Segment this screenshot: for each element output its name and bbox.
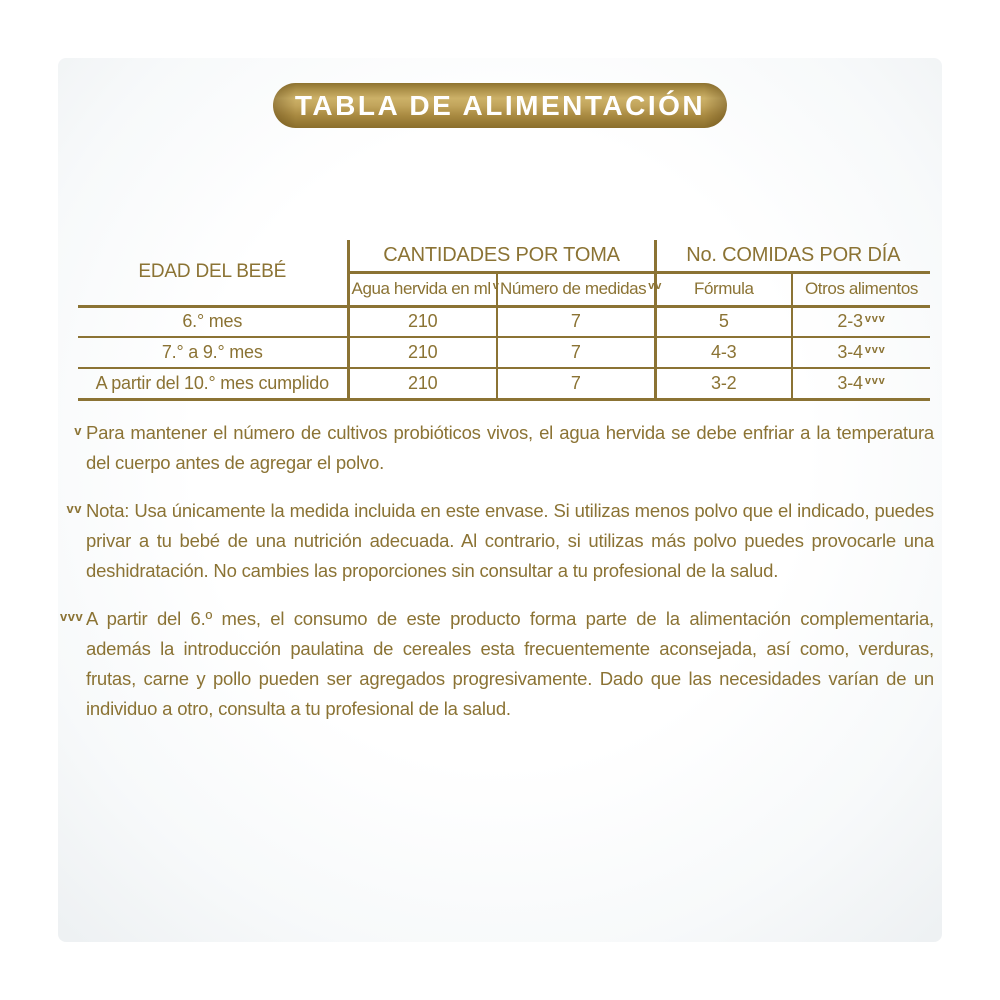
- footnote-marker: vv: [66, 501, 82, 516]
- column-header-age: EDAD DEL BEBÉ: [78, 240, 348, 306]
- footnote-complementary: [60, 604, 934, 724]
- footnote-text: Para mantener el número de cultivos probióticos vivos, el agua hervida se debe enfriar a la temperatura del cuerpo antes de agregar el polvo.: [86, 422, 934, 473]
- table-row: [78, 306, 930, 337]
- water-cell: 210: [348, 337, 497, 368]
- other-foods-cell: [792, 337, 930, 368]
- footnote-marker-ref: vvv: [864, 374, 886, 387]
- age-cell: 7.° a 9.° mes: [78, 337, 348, 368]
- footnote-marker: v: [74, 423, 82, 438]
- age-cell: 6.° mes: [78, 306, 348, 337]
- formula-cell: 3-2: [655, 368, 792, 399]
- column-header-water: [348, 272, 500, 306]
- footnote-scoop: [66, 496, 934, 586]
- column-group-meals: No. COMIDAS POR DÍA: [655, 240, 930, 272]
- table-row: [78, 337, 930, 368]
- other-foods-value: 3-4: [837, 372, 863, 393]
- footnote-text: Nota: Usa únicamente la medida incluida en este envase. Si utilizas menos polvo que el indicado, puedes privar a tu bebé de una nutrición adecuada. Al contrario, si utilizas más polvo puedes provocarle una deshidratación. No cambies las proporciones sin consultar a tu profesional de la salud.: [86, 500, 934, 581]
- age-cell: A partir del 10.° mes cumplido: [78, 368, 348, 399]
- title-pill: [273, 83, 727, 128]
- column-header-water-label: Agua hervida en ml: [351, 279, 491, 298]
- footnote-marker-ref: vvv: [864, 313, 886, 326]
- other-foods-cell: [792, 368, 930, 399]
- footnote-marker-ref: vv: [648, 280, 663, 292]
- table-group-header-row: [78, 240, 930, 272]
- column-header-formula: Fórmula: [655, 272, 792, 306]
- column-header-other-foods: Otros alimentos: [792, 272, 930, 306]
- formula-cell: 5: [655, 306, 792, 337]
- scoops-cell: 7: [497, 306, 655, 337]
- formula-cell: 4-3: [655, 337, 792, 368]
- water-cell: 210: [348, 368, 497, 399]
- column-group-quantities: CANTIDADES POR TOMA: [348, 240, 655, 272]
- footnote-water: [74, 418, 934, 478]
- page-title: TABLA DE ALIMENTACIÓN: [294, 89, 706, 121]
- scoops-cell: 7: [497, 368, 655, 399]
- footnote-text: A partir del 6.º mes, el consumo de este producto forma parte de la alimentación complementaria, además la introducción paulatina de cereales esta frecuentemente aconsejada, así como, verduras, frutas, carne y pollo pueden ser agregados progresivamente. Dado que las necesidades varían de un individuo a otro, consulta a tu profesional de la salud.: [86, 608, 934, 719]
- table-row: [78, 368, 930, 399]
- column-header-scoops: [497, 272, 663, 306]
- footnote-marker: vvv: [60, 609, 84, 624]
- feeding-table: [78, 240, 930, 401]
- label-panel: [58, 58, 942, 942]
- water-cell: 210: [348, 306, 497, 337]
- footnotes-section: [60, 418, 934, 742]
- scoops-cell: 7: [497, 337, 655, 368]
- other-foods-value: 3-4: [837, 342, 863, 362]
- footnote-marker-ref: vvv: [864, 344, 886, 356]
- other-foods-value: 2-3: [837, 311, 863, 332]
- footnote-marker-ref: v: [492, 280, 500, 292]
- column-header-scoops-label: Número de medidas: [500, 279, 647, 298]
- other-foods-cell: [792, 306, 930, 337]
